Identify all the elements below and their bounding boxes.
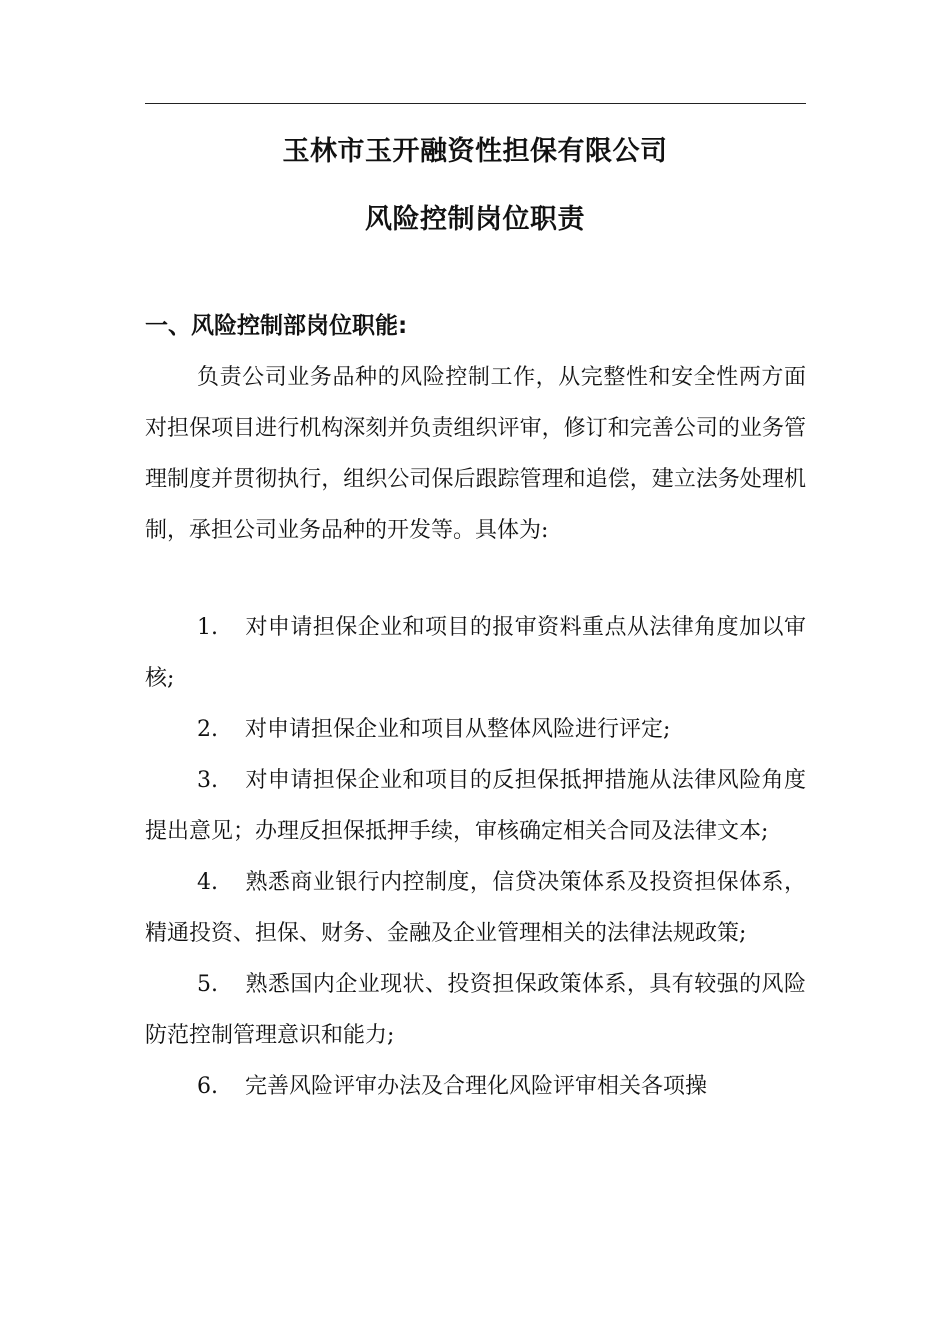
list-item (145, 959, 806, 1061)
list-item (145, 755, 806, 857)
item-text: 对申请担保企业和项目的报审资料重点从法律角度加以审核; (145, 615, 806, 691)
item-text: 完善风险评审办法及合理化风险评审相关各项操 (245, 1074, 708, 1099)
duties-list (145, 602, 806, 1112)
list-item (145, 704, 806, 755)
document-title: 风险控制岗位职责 (365, 204, 585, 235)
item-text: 熟悉商业银行内控制度，信贷决策体系及投资担保体系，精通投资、担保、财务、金融及企业管理相关的法律法规政策; (145, 870, 806, 946)
item-number: 1. (197, 615, 218, 640)
item-number: 3. (197, 768, 218, 793)
header-rule (145, 103, 806, 104)
intro-paragraph: 负责公司业务品种的风险控制工作，从完整性和安全性两方面对担保项目进行机构深刻并负责组织评审，修订和完善公司的业务管理制度并贯彻执行，组织公司保后跟踪管理和追偿，建立法务处理机制，承担公司业务品种的开发等。具体为: (145, 365, 806, 543)
item-text: 熟悉国内企业现状、投资担保政策体系，具有较强的风险防范控制管理意识和能力; (145, 972, 806, 1048)
item-text: 对申请担保企业和项目从整体风险进行评定; (245, 717, 671, 742)
list-item (145, 857, 806, 959)
item-number: 5. (197, 972, 218, 997)
company-title: 玉林市玉开融资性担保有限公司 (282, 136, 668, 167)
item-number: 2. (197, 717, 218, 742)
item-number: 4. (197, 870, 218, 895)
item-number: 6. (197, 1074, 218, 1099)
list-item (145, 602, 806, 704)
section-heading: 一、风险控制部岗位职能: (145, 313, 408, 339)
list-item (145, 1061, 806, 1112)
item-text: 对申请担保企业和项目的反担保抵押措施从法律风险角度提出意见；办理反担保抵押手续，审核确定相关合同及法律文本; (145, 768, 806, 844)
